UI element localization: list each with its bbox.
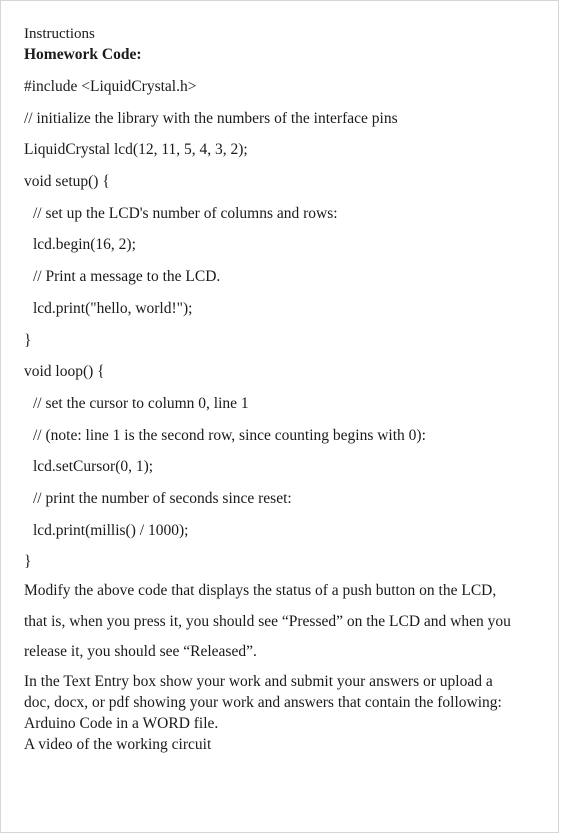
submission-instructions <box>24 671 542 755</box>
code-line: LiquidCrystal lcd(12, 11, 5, 4, 3, 2); <box>24 141 248 159</box>
code-block <box>24 76 542 572</box>
submission-line: A video of the working circuit <box>24 735 212 753</box>
submission-line: doc, docx, or pdf showing your work and answers that contain the following: <box>24 693 502 711</box>
modify-paragraph <box>24 580 542 662</box>
submission-line: In the Text Entry box show your work and submit your answers or upload a <box>24 672 493 690</box>
code-line: #include <LiquidCrystal.h> <box>24 78 197 95</box>
code-line: } <box>24 553 32 571</box>
code-line: lcd.setCursor(0, 1); <box>33 458 154 476</box>
modify-line: release it, you should see “Released”. <box>24 643 257 661</box>
code-line: // initialize the library with the numbers of the interface pins <box>24 109 398 127</box>
code-line: lcd.print("hello, world!"); <box>33 299 193 317</box>
code-line: // (note: line 1 is the second row, since counting begins with 0): <box>33 426 426 444</box>
document-content <box>24 25 542 755</box>
code-line: // set up the LCD's number of columns and rows: <box>33 204 338 222</box>
homework-code-heading: Homework Code: <box>24 46 142 63</box>
modify-line: that is, when you press it, you should see “Pressed” on the LCD and when you <box>24 612 511 630</box>
code-line: lcd.begin(16, 2); <box>33 236 136 254</box>
code-line: void loop() { <box>24 363 105 381</box>
code-line: // print the number of seconds since reset: <box>33 489 292 507</box>
code-line: lcd.print(millis() / 1000); <box>33 521 189 539</box>
code-line: // set the cursor to column 0, line 1 <box>33 394 249 412</box>
instructions-label: Instructions <box>24 26 95 42</box>
code-line: // Print a message to the LCD. <box>33 268 221 286</box>
modify-line: Modify the above code that displays the status of a push button on the LCD, <box>24 582 497 599</box>
code-line: void setup() { <box>24 173 110 191</box>
code-line: } <box>24 331 32 349</box>
submission-line: Arduino Code in a WORD file. <box>24 714 219 732</box>
